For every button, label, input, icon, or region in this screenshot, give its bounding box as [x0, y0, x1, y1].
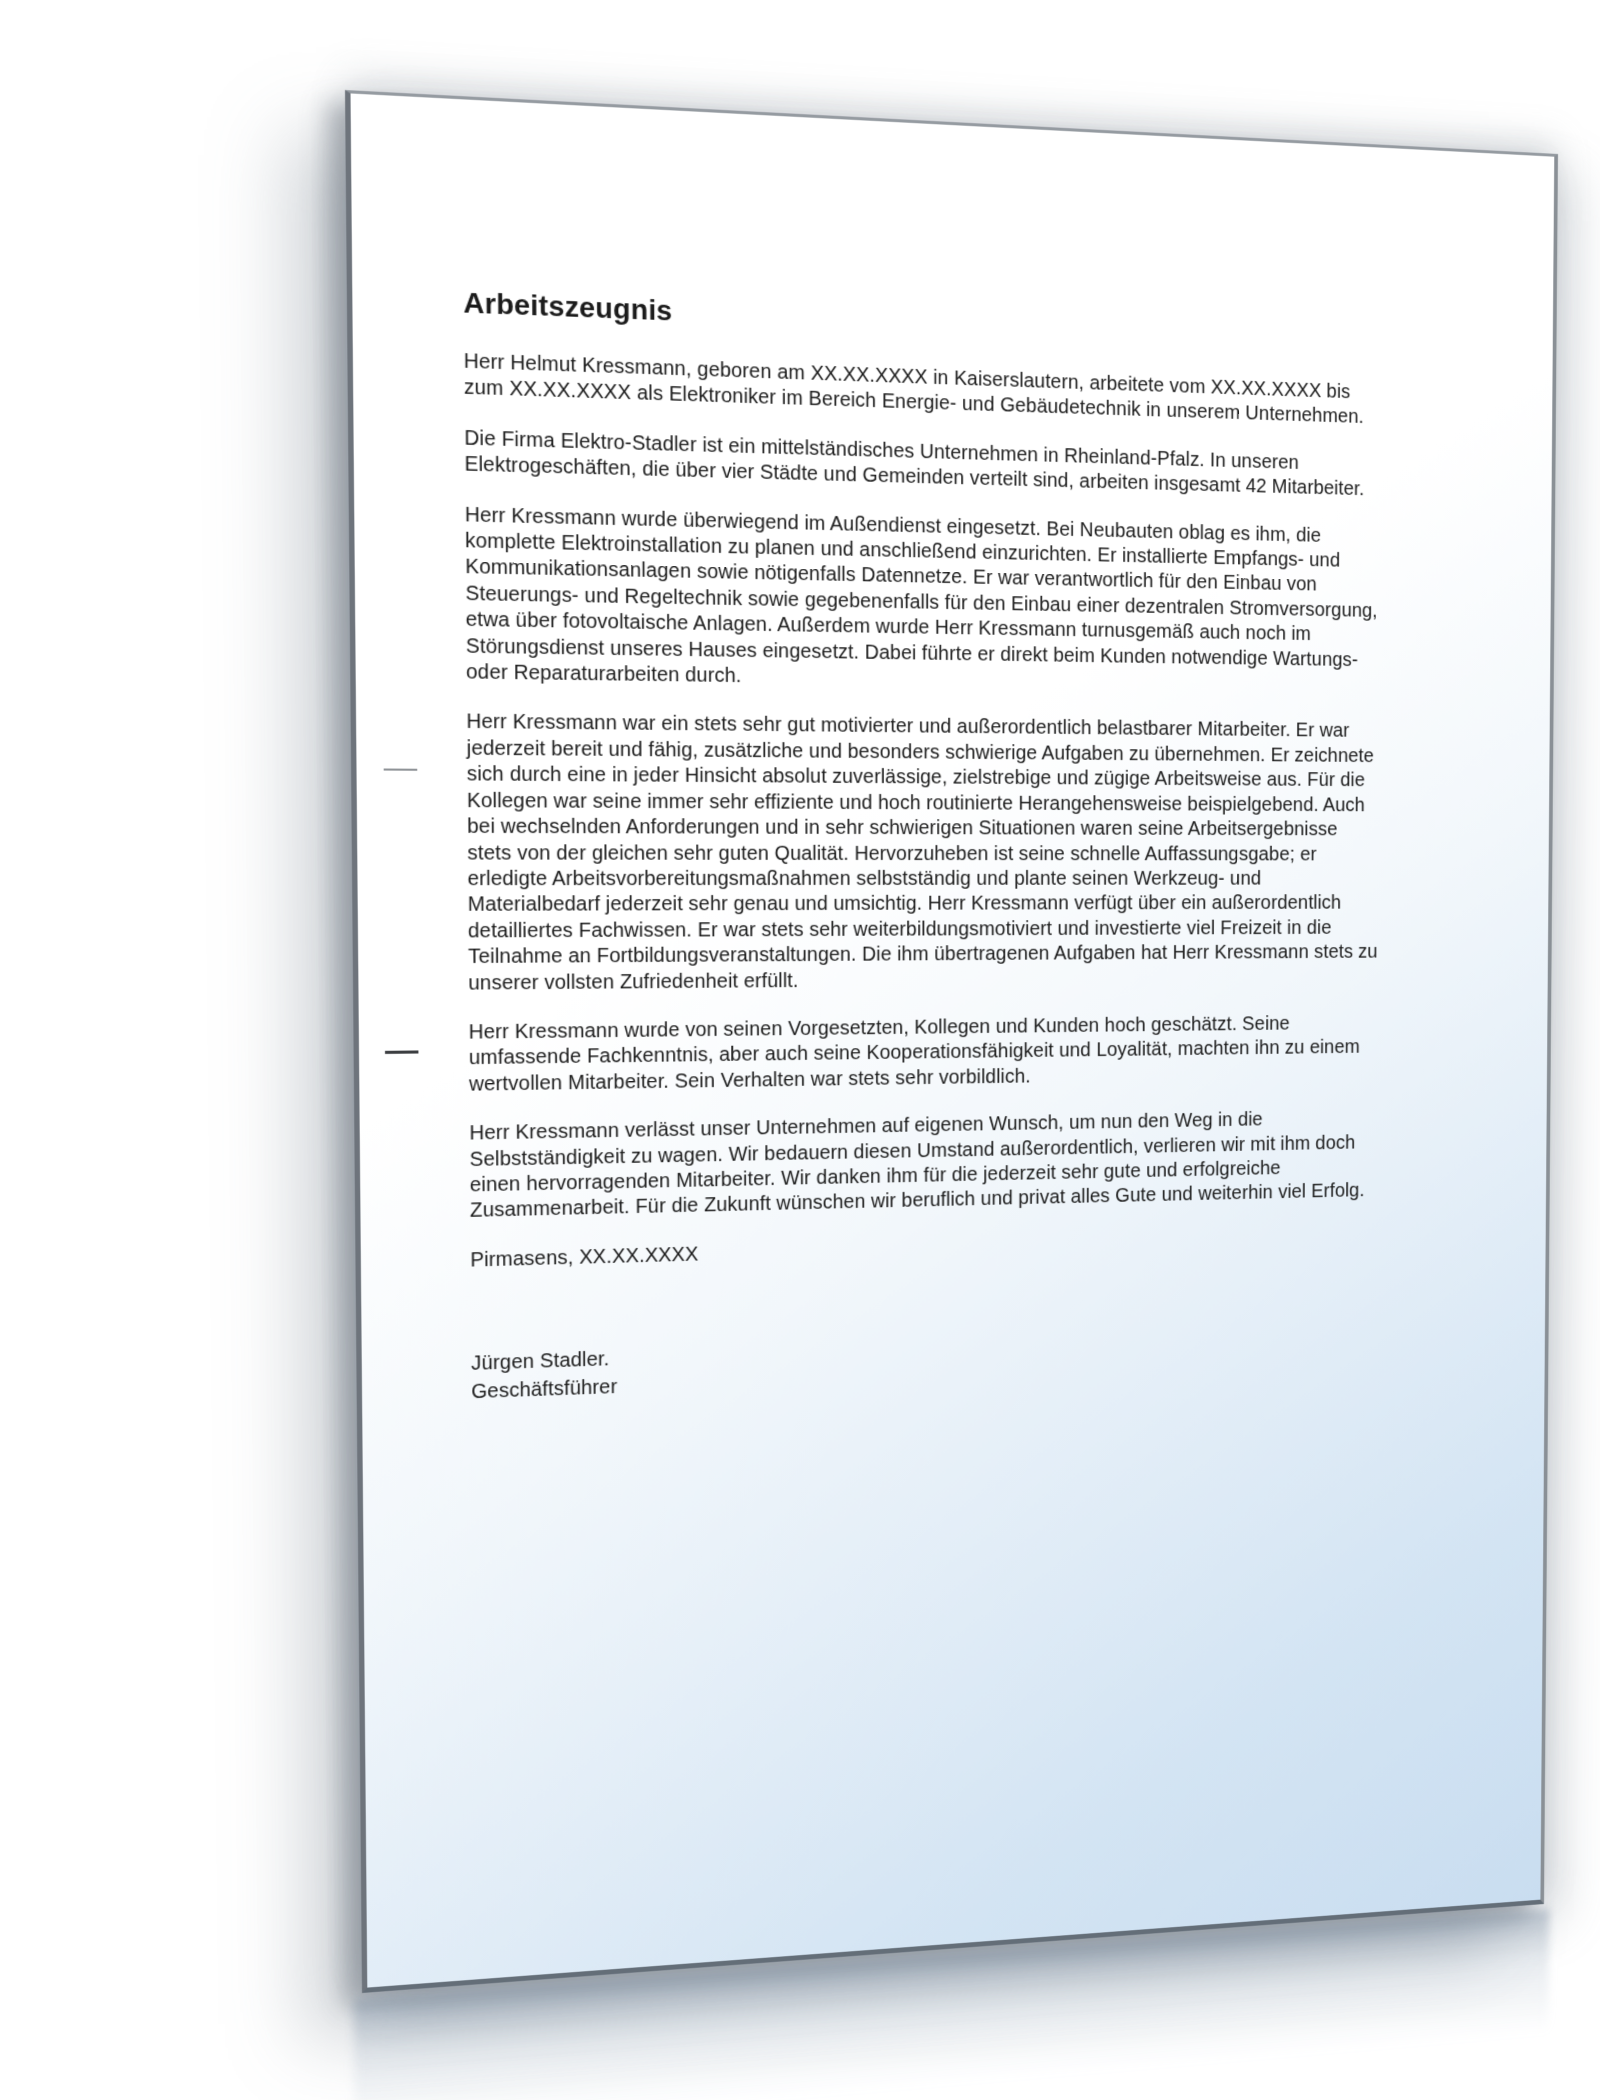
document-sheet	[345, 90, 1558, 1993]
paragraph-duties: Herr Kressmann wurde überwiegend im Außendienst eingesetzt. Bei Neubauten oblag es ihm, die komplette Elektroinstallation zu planen und anschließend einzurichten. Er installierte Empfangs- und Kommunikationsanlagen sowie nötigenfalls Datennetze. Er war verantwortlich für den Einbau von Steuerungs- und Regeltechnik sowie gegebenenfalls für den Einbau einer dezentralen Stromversorgung, etwa über fotovoltaische Anlagen. Außerdem wurde Herr Kressmann turnusgemäß auch noch im Störungsdienst unseres Hauses eingesetzt. Dabei führte er direkt beim Kunden notwendige Wartungs- oder Reparaturarbeiten durch.	[464, 504, 1378, 688]
paragraph-performance: Herr Kressmann war ein stets sehr gut motivierter und außerordentlich belastbarer Mitarbeiter. Er war jederzeit bereit und fähig, zusätzliche und besonders schwierige Aufgaben zu übernehmen. Er zeichnete sich durch eine in jeder Hinsicht absolut zuverlässige, zielstrebige und zügige Arbeitsweise aus. Für die Kollegen war seine immer sehr effiziente und hoch routinierte Herangehensweise beispielgebend. Auch bei wechselnden Anforderungen und in sehr schwierigen Situationen waren seine Arbeitsergebnisse stets von der gleichen sehr guten Qualität. Hervorzuheben ist seine schnelle Auffassungsgabe; er erledigte Arbeitsvorbereitungsmaßnahmen selbstständig und plante seinen Werkzeug- und Materialbedarf jederzeit sehr genau und umsichtig. Herr Kressmann verfügt über ein außerordentlich detailliertes Fachwissen. Er war stets sehr weiterbildungsmotiviert und investierte viel Freizeit in die Teilnahme an Fortbildungsveranstaltungen. Die ihm übertragenen Aufgaben hat Herr Kressmann stets zu unserer vollsten Zufriedenheit erfüllt.	[466, 711, 1378, 995]
signatory-name: Jürgen Stadler.	[471, 1349, 610, 1376]
fold-mark-top	[384, 768, 418, 770]
letter-content	[463, 287, 1498, 1407]
signature-block	[471, 1318, 1491, 1408]
signatory-role: Geschäftsführer	[471, 1377, 618, 1404]
date-line: Pirmasens, XX.XX.XXXX	[470, 1244, 699, 1272]
letter-title: Arbeitszeugnis	[463, 287, 673, 327]
paragraph-company: Die Firma Elektro-Stadler ist ein mittelständisches Unternehmen in Rheinland-Pfalz. In unseren Elektrogeschäften, die über vier Städte und Gemeinden verteilt sind, arbeiten insgesamt 42 Mitarbeiter.	[464, 427, 1365, 501]
paragraph-introduction: Herr Helmut Kressmann, geboren am XX.XX.XXXX in Kaiserslautern, arbeitete vom XX.XX.XXXX bis zum XX.XX.XXXX als Elektroniker im Bereich Energie- und Gebäudetechnik in unserem Unternehmen.	[463, 351, 1364, 429]
letter-page	[345, 90, 1558, 1993]
paragraph-conduct: Herr Kressmann wurde von seinen Vorgesetzten, Kollegen und Kunden hoch geschätzt. Seine umfassende Fachkenntnis, aber auch seine Kooperationsfähigkeit und Loyalität, machten ihn zu einem wertvollen Mitarbeiter. Sein Verhalten war stets sehr vorbildlich.	[468, 1013, 1360, 1096]
fold-mark-bottom	[385, 1050, 418, 1053]
paragraph-closing: Herr Kressmann verlässt unser Unternehmen auf eigenen Wunsch, um nun den Weg in die Selbstständigkeit zu wagen. Wir bedauern diesen Umstand außerordentlich, verlieren wir mit ihm doch einen hervorragenden Mitarbeiter. Wir danken ihm für die jederzeit sehr gute und erfolgreiche Zusammenarbeit. Für die Zukunft wünschen wir beruflich und privat alles Gute und weiterhin viel Erfolg.	[469, 1110, 1365, 1223]
